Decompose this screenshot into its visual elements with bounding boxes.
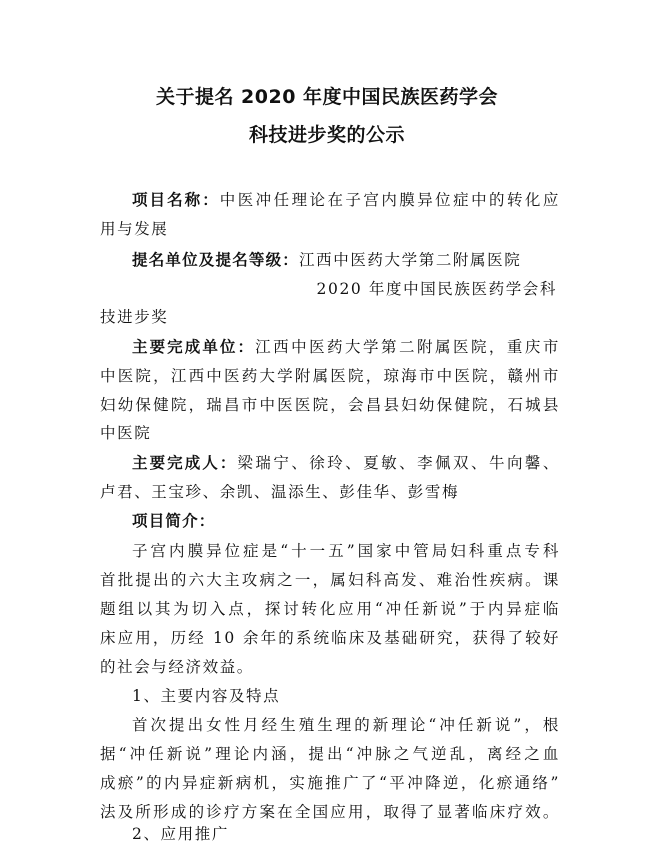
- intro-paragraph-1-line-2: 首批提出的六大主攻病之一，属妇科高发、难治性疾病。课: [100, 571, 560, 589]
- intro-label: 项目简介：: [132, 512, 216, 530]
- section-1-heading: 1、主要内容及特点: [132, 687, 281, 705]
- main-units-label: 主要完成单位：: [132, 338, 256, 356]
- intro-paragraph-1-line-5: 的社会与经济效益。: [100, 658, 254, 676]
- main-people-value-1: 梁瑞宁、徐玲、夏敏、李佩双、牛向馨、: [237, 454, 560, 472]
- intro-paragraph-1-line-3: 题组以其为切入点，探讨转化应用“冲任新说”于内异症临: [100, 600, 560, 618]
- intro-paragraph-2-line-4: 法及所形成的诊疗方案在全国应用，取得了显著临床疗效。: [100, 803, 560, 821]
- intro-paragraph-2-line-2: 据“冲任新说”理论内涵，提出“冲脉之气逆乱，离经之血: [100, 745, 560, 763]
- intro-paragraph-2-line-3: 成瘀”的内异症新病机，实施推广了“平冲降逆，化瘀通络”: [100, 774, 560, 792]
- main-units-value-4: 中医院: [100, 424, 152, 442]
- nominator-label: 提名单位及提名等级：: [132, 251, 300, 269]
- main-people-label: 主要完成人：: [132, 454, 238, 472]
- project-name-value-1: 中医冲任理论在子宫内膜异位症中的转化应: [219, 191, 560, 209]
- project-name-value-2: 用与发展: [100, 220, 169, 238]
- main-units-value-2: 中医院，江西中医药大学附属医院，琼海市中医院，赣州市: [100, 367, 560, 385]
- project-name-label: 项目名称：: [132, 191, 220, 209]
- main-units-value-3: 妇幼保健院，瑞昌市中医医院，会昌县妇幼保健院，石城县: [100, 396, 560, 414]
- project-name-row: [132, 190, 560, 210]
- nominator-row: [132, 250, 560, 270]
- document-title-line-2: 科技进步奖的公示: [248, 124, 405, 146]
- main-people-value-2: 卢君、王宝珍、余凯、温添生、彭佳华、彭雪梅: [100, 483, 460, 501]
- section-2-heading: 2、应用推广: [132, 825, 229, 843]
- nominator-unit: 江西中医药大学第二附属医院: [299, 251, 522, 269]
- nomination-level-2: 技进步奖: [100, 308, 169, 326]
- main-units-row: [132, 337, 560, 357]
- main-units-value-1: 江西中医药大学第二附属医院，重庆市: [255, 338, 560, 356]
- intro-paragraph-2-line-1: 首次提出女性月经生殖生理的新理论“冲任新说”，根: [132, 716, 560, 734]
- main-people-row: [132, 453, 560, 473]
- intro-paragraph-1-line-1: 子宫内膜异位症是“十一五”国家中管局妇科重点专科: [132, 542, 560, 560]
- nomination-level-1: 2020 年度中国民族医药学会科: [316, 280, 557, 298]
- document-title-line-1: 关于提名 2020 年度中国民族医药学会: [155, 86, 499, 108]
- intro-paragraph-1-line-4: 床应用，历经 10 余年的系统临床及基础研究，获得了较好: [100, 629, 560, 647]
